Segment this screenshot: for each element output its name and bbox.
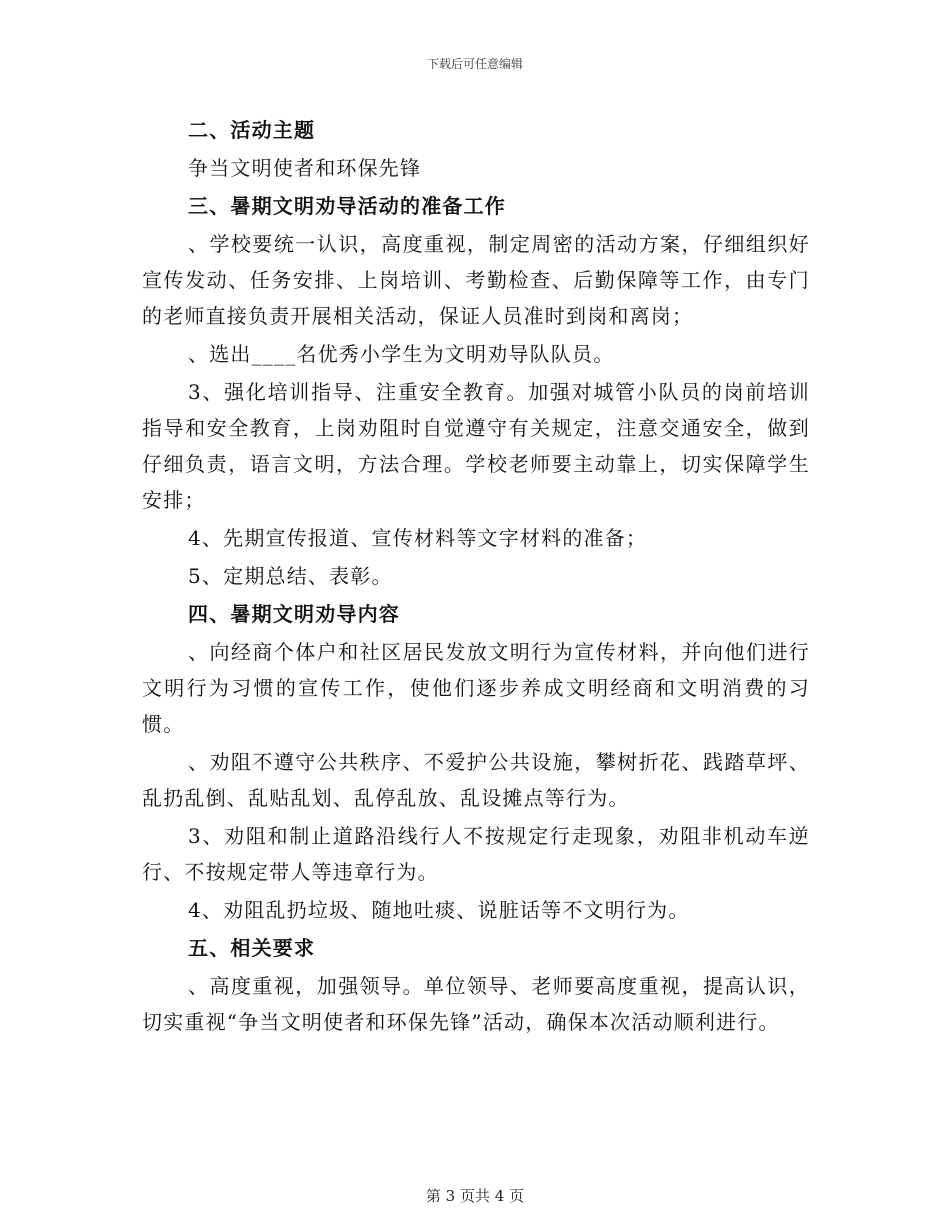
section-heading-requirements: 五、相关要求 bbox=[188, 936, 316, 960]
paragraph: 4、劝阻乱扔垃圾、随地吐痰、说脏话等不文明行为。 bbox=[188, 898, 690, 922]
section-heading-preparation: 三、暑期文明劝导活动的准备工作 bbox=[188, 194, 506, 218]
paragraph: 3、劝阻和制止道路沿线行人不按规定行走现象，劝阻非机动车逆行、不按规定带人等违章行为。 bbox=[142, 824, 810, 884]
section-heading-content: 四、暑期文明劝导内容 bbox=[188, 602, 400, 626]
paragraph: 4、先期宣传报道、宣传材料等文字材料的准备； bbox=[188, 526, 648, 550]
paragraph: 、劝阻不遵守公共秩序、不爱护公共设施，攀树折花、践踏草坪、乱扔乱倒、乱贴乱划、乱停乱放、乱设摊点等行为。 bbox=[142, 750, 810, 810]
paragraph: 、选出____名优秀小学生为文明劝导队队员。 bbox=[188, 342, 615, 366]
document-body bbox=[142, 110, 810, 1040]
paragraph: 、学校要统一认识，高度重视，制定周密的活动方案，仔细组织好宣传发动、任务安排、上岗培训、考勤检查、后勤保障等工作，由专门的老师直接负责开展相关活动，保证人员准时到岗和离岗； bbox=[142, 232, 810, 328]
page-footer: 第 3 页共 4 页 bbox=[425, 1187, 525, 1205]
section-heading-theme: 二、活动主题 bbox=[188, 118, 316, 142]
paragraph: 争当文明使者和环保先锋 bbox=[188, 156, 422, 180]
paragraph: 、高度重视，加强领导。单位领导、老师要高度重视，提高认识，切实重视“争当文明使者和环保先锋”活动，确保本次活动顺利进行。 bbox=[142, 974, 810, 1034]
page-header: 下载后可任意编辑 bbox=[426, 57, 523, 71]
paragraph: 5、定期总结、表彰。 bbox=[188, 564, 393, 588]
paragraph: 3、强化培训指导、注重安全教育。加强对城管小队员的岗前培训指导和安全教育，上岗劝阻时自觉遵守有关规定，注意交通安全，做到仔细负责，语言文明，方法合理。学校老师要主动靠上，切实保障学生安排； bbox=[142, 380, 810, 512]
paragraph: 、向经商个体户和社区居民发放文明行为宣传材料，并向他们进行文明行为习惯的宣传工作，使他们逐步养成文明经商和文明消费的习惯。 bbox=[142, 640, 810, 736]
